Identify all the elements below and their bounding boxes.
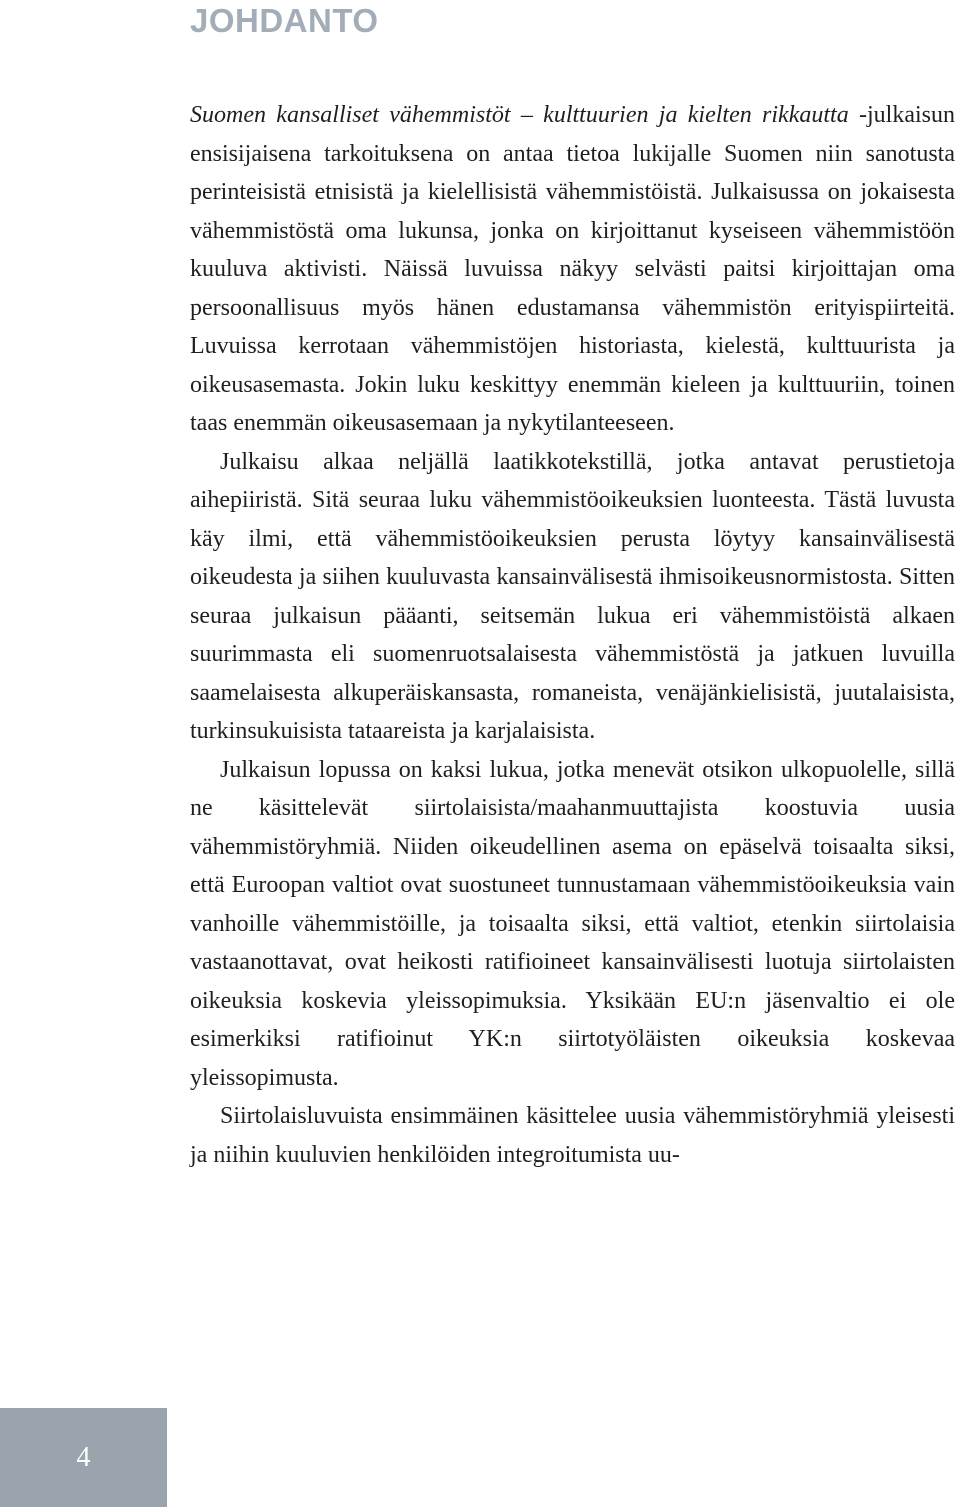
paragraph-4: Siirtolaisluvuista ensimmäinen käsittelee uusia vähemmistöryhmiä yleisesti ja niihin kuuluvien henkilöiden integroitumista uu- <box>190 1103 955 1168</box>
paragraph-3: Julkaisun lopussa on kaksi lukua, jotka menevät otsikon ulkopuolelle, sillä ne käsittelevät siirtolaisista/maahanmuuttajista koostuvia uusia vähemmistöryhmiä. Niiden oikeudellinen asema on epäselvä toisaalta siksi, että Euroopan valtiot ovat suostuneet tunnustamaan vähemmistöoikeuksia vain vanhoille vähemmistöille, ja toisaalta siksi, että valtiot, etenkin siirtolaisia vastaanottavat, ovat heikosti ratifioineet kansainvälisesti luotuja siirtolaisten oikeuksia koskevia yleissopimuksia. Yksikään EU:n jäsenvaltio ei ole esimerkiksi ratifioinut YK:n siirtotyöläisten oikeuksia koskevaa yleissopimusta. <box>190 756 955 1091</box>
chapter-heading: JOHDANTO <box>190 2 379 39</box>
paragraph-1-text: -julkaisun ensisijaisena tarkoituksena on antaa tietoa lukijalle Suomen niin sanotusta perinteisistä etnisistä ja kielellisistä vähemmistöistä. Julkaisussa on jokaisesta vähemmistöstä oma lukunsa, jonka on kirjoittanut kyseiseen vähemmistöön kuuluva aktivisti. Näissä luvuissa näkyy selvästi paitsi kirjoittajan oma persoonallisuus myös hänen edustamansa vähemmistön erityispiirteitä. Luvuissa kerrotaan vähemmistöjen historiasta, kielestä, kulttuurista ja oikeusasemasta. Jokin luku keskittyy enemmän kieleen ja kulttuuriin, toinen taas enemmän oikeusasemaan ja nykytilanteeseen. <box>190 102 955 436</box>
page-number-box <box>0 1408 167 1507</box>
paragraph-1 <box>190 96 955 443</box>
body-text <box>190 96 955 1174</box>
paragraph-2: Julkaisu alkaa neljällä laatikkotekstillä, jotka antavat perustietoja aihepiiristä. Sitä seuraa luku vähemmistöoikeuksien luonteesta. Tästä luvusta käy ilmi, että vähemmistöoikeuksien perusta löytyy kansainvälisestä oikeudesta ja siihen kuuluvasta kansainvälisestä ihmisoikeusnormistosta. Sitten seuraa julkaisun pääanti, seitsemän lukua eri vähemmistöistä alkaen suurimmasta eli suomenruotsalaisesta vähemmistöstä ja jatkuen luvuilla saamelaisesta alkuperäiskansasta, romaneista, venäjänkielisistä, juutalaisista, turkinsukuisista tataareista ja karjalaisista. <box>190 448 955 744</box>
publication-title: Suomen kansalliset vähemmistöt – kulttuurien ja kielten rikkautta <box>190 102 849 128</box>
page-number: 4 <box>76 1441 91 1473</box>
